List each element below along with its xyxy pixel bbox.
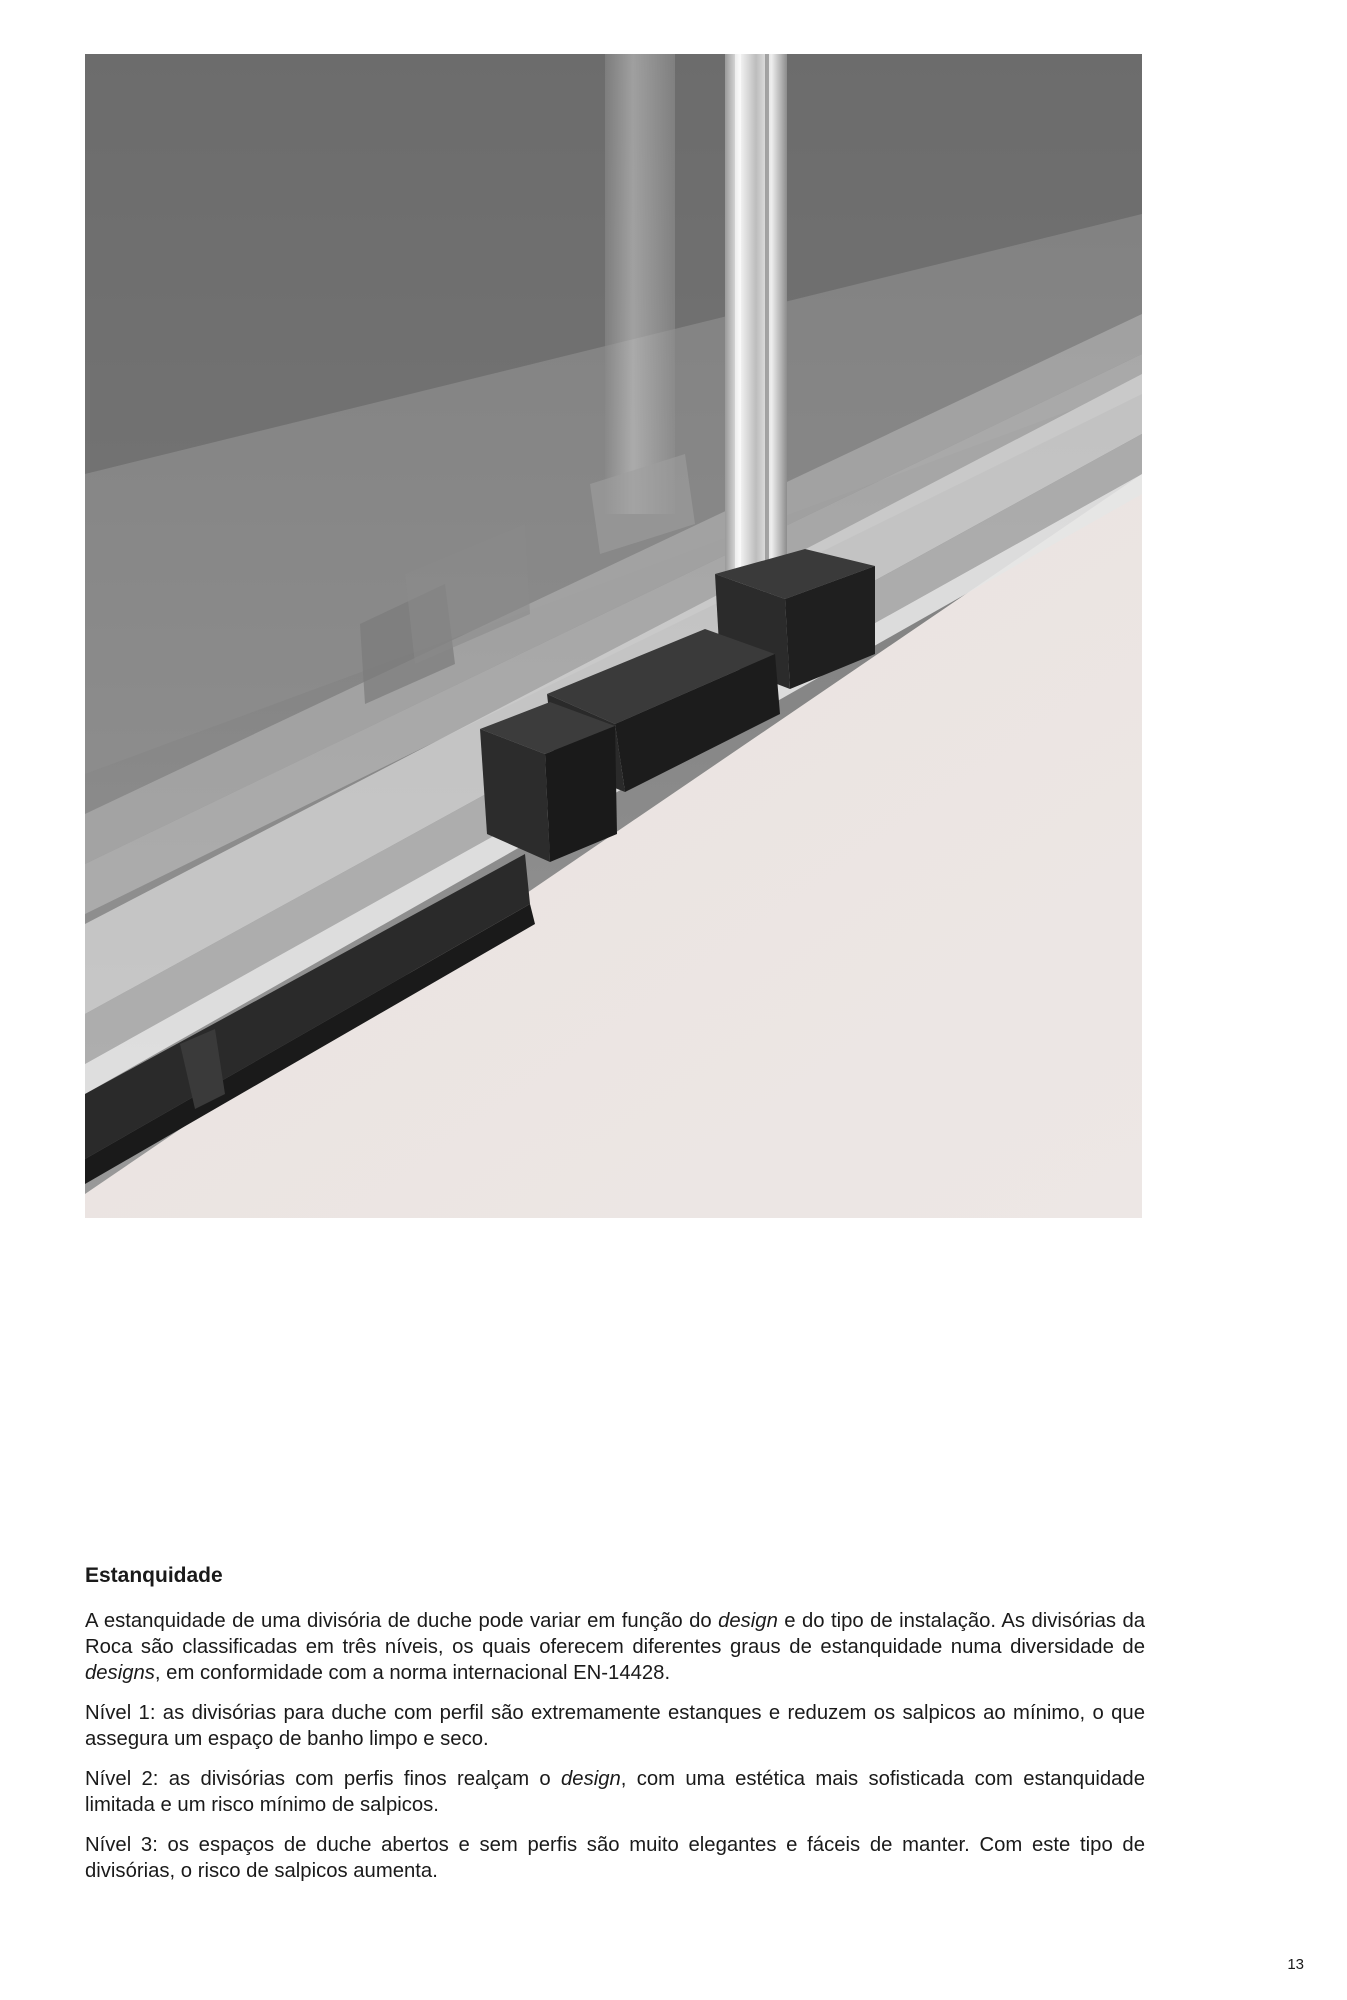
text-section [85,1562,1145,1898]
intro-paragraph: A estanquidade de uma divisória de duche pode variar em função do design e do tipo de instalação. As divisórias da Roca são classificadas em três níveis, os quais oferecem diferentes graus de estanquidade numa diversidade de designs, em conformidade com a norma internacional EN-14428. [85,1610,1145,1684]
section-heading: Estanquidade [85,1564,223,1587]
level-2-paragraph: Nível 2: as divisórias com perfis finos realçam o design, com uma estética mais sofisticada com estanquidade limitada e um risco mínimo de salpicos. [85,1768,1145,1816]
shower-screen-illustration [85,54,1142,1218]
level-1-paragraph: Nível 1: as divisórias para duche com perfil são extremamente estanques e reduzem os salpicos ao mínimo, o que assegura um espaço de banho limpo e seco. [85,1702,1145,1750]
shower-screen-photo [85,54,1142,1218]
page-number: 13 [1287,1956,1304,1973]
level-3-paragraph: Nível 3: os espaços de duche abertos e sem perfis são muito elegantes e fáceis de manter. Com este tipo de divisórias, o risco de salpicos aumenta. [85,1834,1145,1882]
